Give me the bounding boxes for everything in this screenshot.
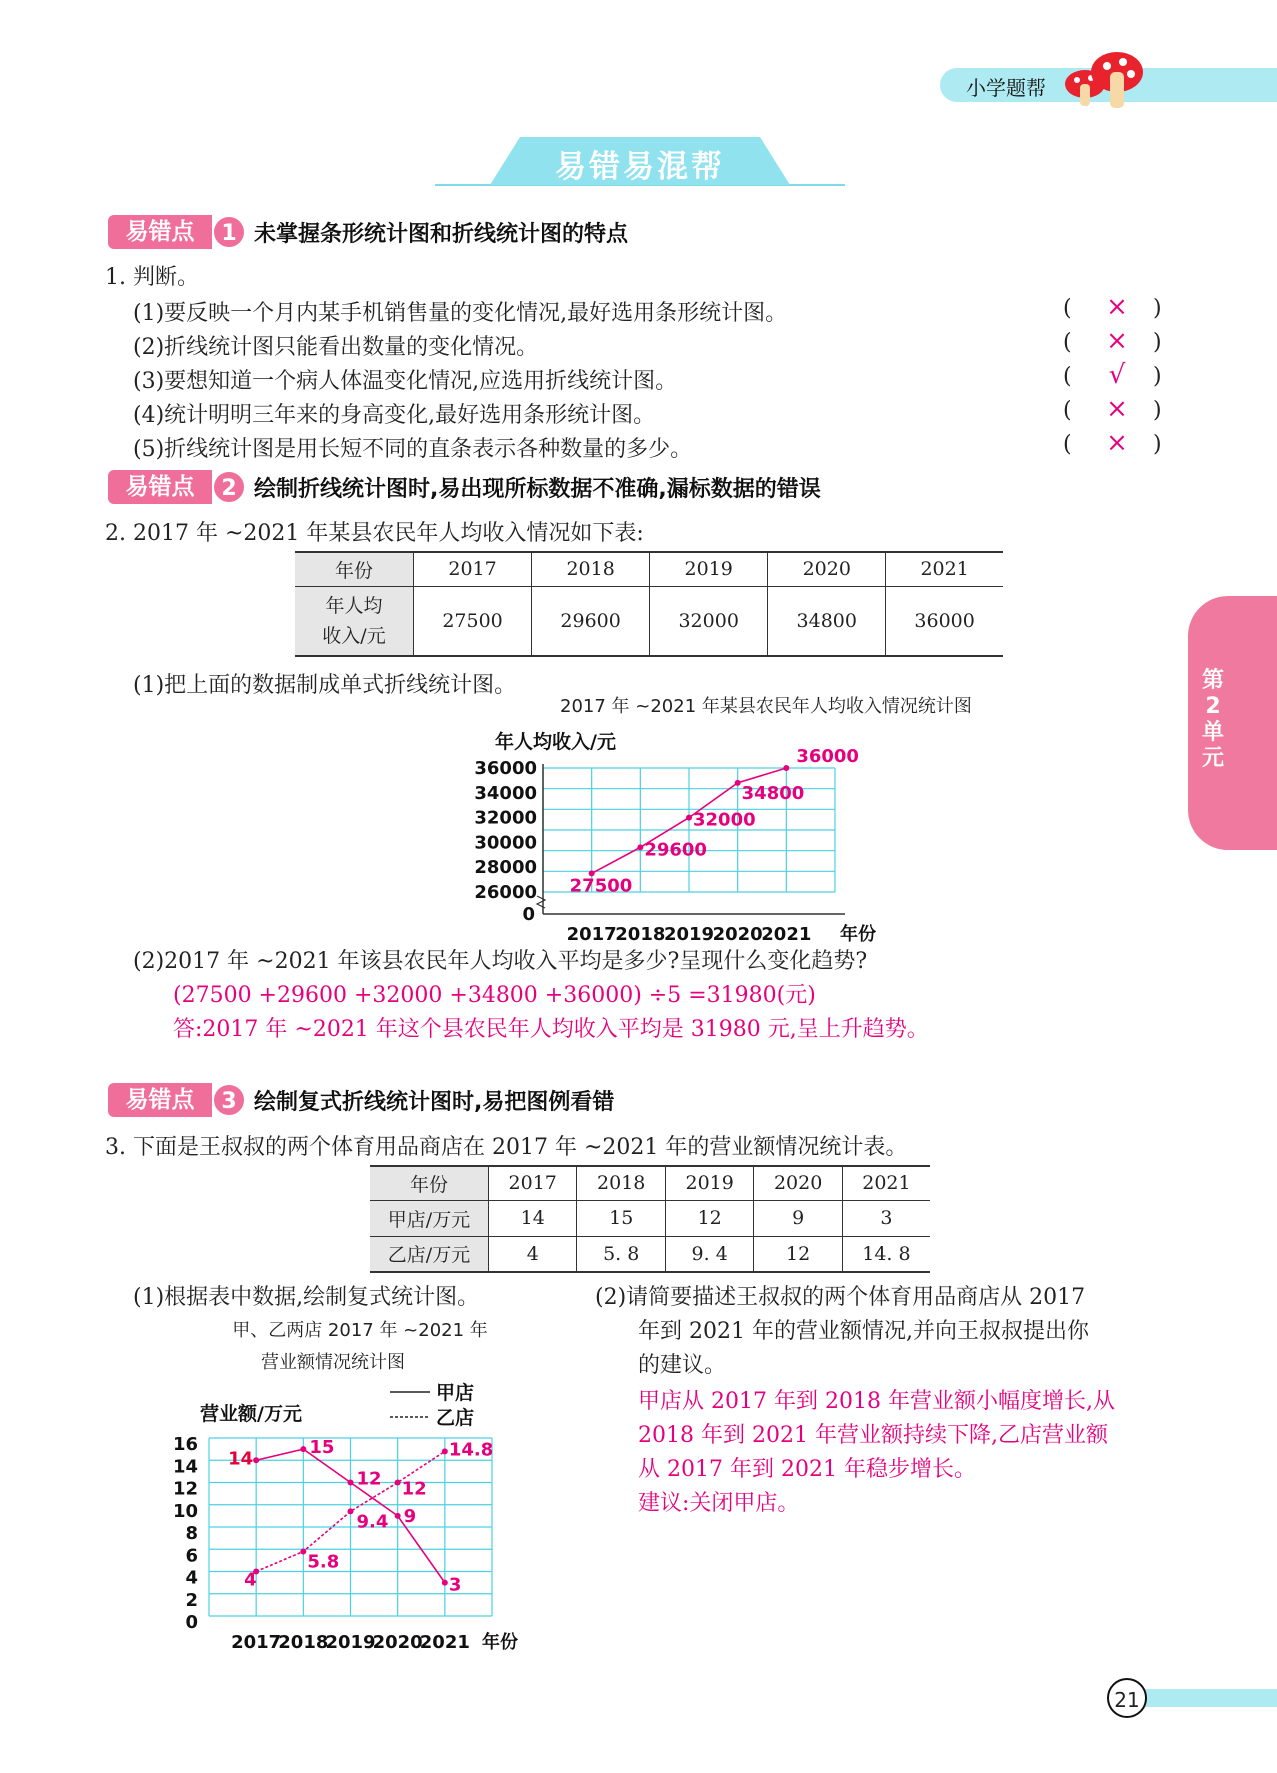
- table-row: [370, 1236, 930, 1272]
- table-cell: 29600: [532, 586, 650, 656]
- data-point: [348, 1508, 354, 1514]
- answer-conclusion: 答:2017 年 ~2021 年这个县农民年人均收入平均是 31980 元,呈上升趋势。: [173, 1017, 929, 1042]
- table-cell: 9. 4: [665, 1236, 753, 1272]
- data-point: [735, 780, 741, 786]
- data-point: [395, 1513, 401, 1519]
- table-cell: 4: [489, 1236, 577, 1272]
- answer-paren-close: ): [1153, 296, 1162, 321]
- table-cell: 2017: [414, 552, 532, 586]
- y-tick-label: 14: [172, 1456, 198, 1478]
- y-tick-label: 6: [185, 1545, 198, 1567]
- table-cell: 15: [577, 1200, 665, 1236]
- answer-paren-open: (: [1063, 296, 1072, 321]
- data-label: 12: [356, 1468, 382, 1490]
- y-tick-label: 0: [185, 1612, 198, 1633]
- chart-title-line: 营业额情况统计图: [261, 1352, 405, 1373]
- table-cell: 3: [842, 1200, 930, 1236]
- judge-item-1: (1)要反映一个月内某手机销售量的变化情况,最好选用条形统计图。: [133, 301, 788, 326]
- page-number-bar: [1135, 1689, 1277, 1707]
- page-number: 21: [1107, 1678, 1147, 1718]
- data-point: [395, 1480, 401, 1486]
- legend-label: 乙店: [436, 1407, 475, 1429]
- table-cell: 12: [665, 1200, 753, 1236]
- question-2-sub2: (2)2017 年 ~2021 年该县农民年人均收入平均是多少?呈现什么变化趋势?: [133, 949, 868, 974]
- data-point: [300, 1446, 306, 1452]
- y-tick-label: 36000: [474, 758, 537, 779]
- answer-paren-close: ): [1153, 364, 1162, 389]
- judge-item-3: (3)要想知道一个病人体温变化情况,应选用折线统计图。: [133, 369, 678, 394]
- x-tick-label: 2019: [663, 924, 715, 945]
- answer-mark-3: √: [1108, 360, 1126, 390]
- legend-label: 甲店: [436, 1382, 475, 1404]
- table-cell: 2021: [886, 552, 1003, 586]
- side-char: 第: [1201, 668, 1224, 693]
- y-tick-label: 10: [172, 1500, 198, 1522]
- table-cell: 9: [754, 1200, 842, 1236]
- y-tick-label: 26000: [474, 882, 537, 903]
- x-tick-label: 2020: [712, 924, 763, 945]
- table-cell: 2018: [577, 1166, 665, 1200]
- data-label: 34800: [741, 782, 805, 804]
- table-header-row: [295, 552, 1003, 586]
- y-tick-label: 12: [172, 1478, 198, 1500]
- table-cell: 32000: [650, 586, 768, 656]
- x-tick-label: 2021: [761, 924, 812, 945]
- table-cell: 5. 8: [577, 1236, 665, 1272]
- table-cell: 27500: [414, 586, 532, 656]
- data-label: 14.8: [448, 1439, 494, 1461]
- x-axis-label: 年份: [482, 1632, 518, 1653]
- table-cell: 2017: [489, 1166, 577, 1200]
- row-label-line: 年人均: [325, 594, 383, 617]
- side-char: 元: [1201, 746, 1224, 771]
- badge-number: 1: [212, 215, 246, 249]
- x-tick-label: 2021: [419, 1632, 470, 1653]
- side-char: 单: [1201, 720, 1224, 745]
- data-point: [348, 1480, 354, 1486]
- badge-number: 3: [212, 1083, 246, 1117]
- income-table: [295, 551, 1003, 657]
- side-char: 2: [1205, 694, 1221, 719]
- answer-line: 建议:关闭甲店。: [638, 1491, 800, 1516]
- badge-label: 易错点: [108, 470, 212, 504]
- answer-mark-1: ×: [1106, 292, 1128, 322]
- answer-paren-open: (: [1063, 432, 1072, 457]
- y-tick-label: 4: [185, 1567, 198, 1589]
- data-point: [253, 1457, 259, 1463]
- sales-compound-line-chart: [172, 1310, 540, 1653]
- data-label: 4: [244, 1569, 257, 1591]
- data-label: 27500: [569, 875, 633, 897]
- x-tick-label: 2017: [231, 1632, 282, 1653]
- question-3-sub2-line: 年到 2021 年的营业额情况,并向王叔叔提出你: [638, 1319, 1089, 1344]
- judge-item-5: (5)折线统计图是用长短不同的直条表示各种数量的多少。: [133, 437, 693, 462]
- sales-table: [370, 1165, 930, 1273]
- data-label: 9.4: [356, 1511, 389, 1533]
- y-tick-label: 2: [185, 1589, 198, 1611]
- answer-calculation: (27500 +29600 +32000 +34800 +36000) ÷5 =31980(元): [173, 983, 816, 1008]
- answer-line: 2018 年到 2021 年营业额持续下降,乙店营业额: [638, 1423, 1108, 1448]
- section-heading: 绘制复式折线统计图时,易把图例看错: [254, 1090, 615, 1115]
- data-label: 29600: [644, 839, 707, 861]
- mushroom-icon: [1055, 44, 1145, 114]
- question-1-stem: 1. 判断。: [105, 265, 199, 290]
- answer-mark-4: ×: [1106, 394, 1128, 424]
- section-heading: 未掌握条形统计图和折线统计图的特点: [254, 222, 629, 247]
- table-cell: 2021: [842, 1166, 930, 1200]
- question-3-sub2-line: (2)请简要描述王叔叔的两个体育用品商店从 2017: [595, 1285, 1086, 1310]
- data-label: 9: [403, 1505, 417, 1527]
- data-point: [686, 815, 692, 821]
- answer-paren-open: (: [1063, 398, 1072, 423]
- question-2-sub1: (1)把上面的数据制成单式折线统计图。: [133, 673, 517, 698]
- data-point: [783, 765, 789, 771]
- y-tick-label: 32000: [474, 807, 537, 829]
- answer-line: 从 2017 年到 2021 年稳步增长。: [638, 1457, 976, 1482]
- table-cell: 36000: [886, 586, 1003, 656]
- data-label: 3: [448, 1574, 462, 1596]
- answer-paren-close: ): [1153, 432, 1162, 457]
- data-point: [442, 1580, 448, 1586]
- table-cell: 14. 8: [842, 1236, 930, 1272]
- table-cell: 乙店/万元: [370, 1236, 489, 1272]
- y-tick-label: 30000: [474, 832, 537, 854]
- income-line-chart: [400, 695, 972, 945]
- answer-line: 甲店从 2017 年到 2018 年营业额小幅度增长,从: [638, 1389, 1115, 1414]
- table-cell: 年份: [295, 552, 414, 586]
- brand-name: 小学题帮: [966, 76, 1046, 100]
- answer-mark-2: ×: [1106, 326, 1128, 356]
- table-cell: 34800: [768, 586, 886, 656]
- y-tick-label: 28000: [474, 857, 537, 879]
- data-label: 32000: [693, 809, 756, 831]
- x-tick-label: 2019: [325, 1632, 376, 1653]
- unit-side-label: [1196, 668, 1230, 772]
- question-3-sub2-line: 的建议。: [638, 1353, 727, 1378]
- y-axis-label: 年人均收入/元: [495, 731, 616, 753]
- data-point: [637, 844, 643, 850]
- chart-title: 2017 年 ~2021 年某县农民年人均收入情况统计图: [560, 696, 972, 717]
- x-tick-label: 2018: [615, 924, 666, 945]
- chart-title-line: 甲、乙两店 2017 年 ~2021 年: [232, 1320, 488, 1341]
- data-point: [300, 1548, 306, 1554]
- x-tick-label: 2017: [566, 924, 617, 945]
- section-heading: 绘制折线统计图时,易出现所标数据不准确,漏标数据的错误: [254, 477, 821, 502]
- page-title: 易错易混帮: [555, 149, 725, 185]
- y-tick-label: 8: [185, 1523, 198, 1544]
- table-cell: 2018: [532, 552, 650, 586]
- row-label-line: 收入/元: [322, 624, 386, 647]
- answer-paren-close: ): [1153, 398, 1162, 423]
- judge-item-2: (2)折线统计图只能看出数量的变化情况。: [133, 335, 539, 360]
- table-row: [295, 586, 1003, 656]
- answer-paren-open: (: [1063, 364, 1072, 389]
- answer-paren-open: (: [1063, 330, 1072, 355]
- data-label: 15: [309, 1437, 335, 1459]
- table-cell: 12: [754, 1236, 842, 1272]
- data-label: 36000: [796, 746, 859, 767]
- answer-paren-close: ): [1153, 330, 1162, 355]
- judge-item-4: (4)统计明明三年来的身高变化,最好选用条形统计图。: [133, 403, 656, 428]
- table-cell: 2019: [650, 552, 768, 586]
- x-tick-label: 2018: [278, 1632, 329, 1653]
- y-tick-label: 34000: [474, 782, 537, 804]
- badge-label: 易错点: [108, 215, 212, 249]
- x-tick-label: 2020: [372, 1632, 423, 1653]
- y-axis-label: 营业额/万元: [200, 1403, 302, 1425]
- table-row-label: [295, 586, 414, 656]
- answer-mark-5: ×: [1106, 428, 1128, 458]
- question-3-stem: 3. 下面是王叔叔的两个体育用品商店在 2017 年 ~2021 年的营业额情况统计表。: [105, 1135, 908, 1160]
- y-tick-label: 16: [172, 1434, 198, 1455]
- x-axis-label: 年份: [840, 924, 876, 945]
- table-cell: 2020: [768, 552, 886, 586]
- badge-label: 易错点: [108, 1083, 212, 1117]
- question-2-stem: 2. 2017 年 ~2021 年某县农民年人均收入情况如下表:: [105, 521, 644, 546]
- data-label: 14: [228, 1448, 254, 1470]
- question-3-sub1: (1)根据表中数据,绘制复式统计图。: [133, 1285, 480, 1310]
- data-label: 12: [401, 1478, 427, 1500]
- table-cell: 2020: [754, 1166, 842, 1200]
- table-cell: 甲店/万元: [370, 1200, 489, 1236]
- table-cell: 年份: [370, 1166, 489, 1200]
- table-row: [370, 1200, 930, 1236]
- axis-break-mark: [537, 896, 545, 908]
- table-header-row: [370, 1166, 930, 1200]
- table-cell: 2019: [665, 1166, 753, 1200]
- table-cell: 14: [489, 1200, 577, 1236]
- data-point: [442, 1448, 448, 1454]
- y-tick-label: 0: [522, 904, 535, 925]
- data-label: 5.8: [307, 1551, 340, 1573]
- badge-number: 2: [212, 470, 246, 504]
